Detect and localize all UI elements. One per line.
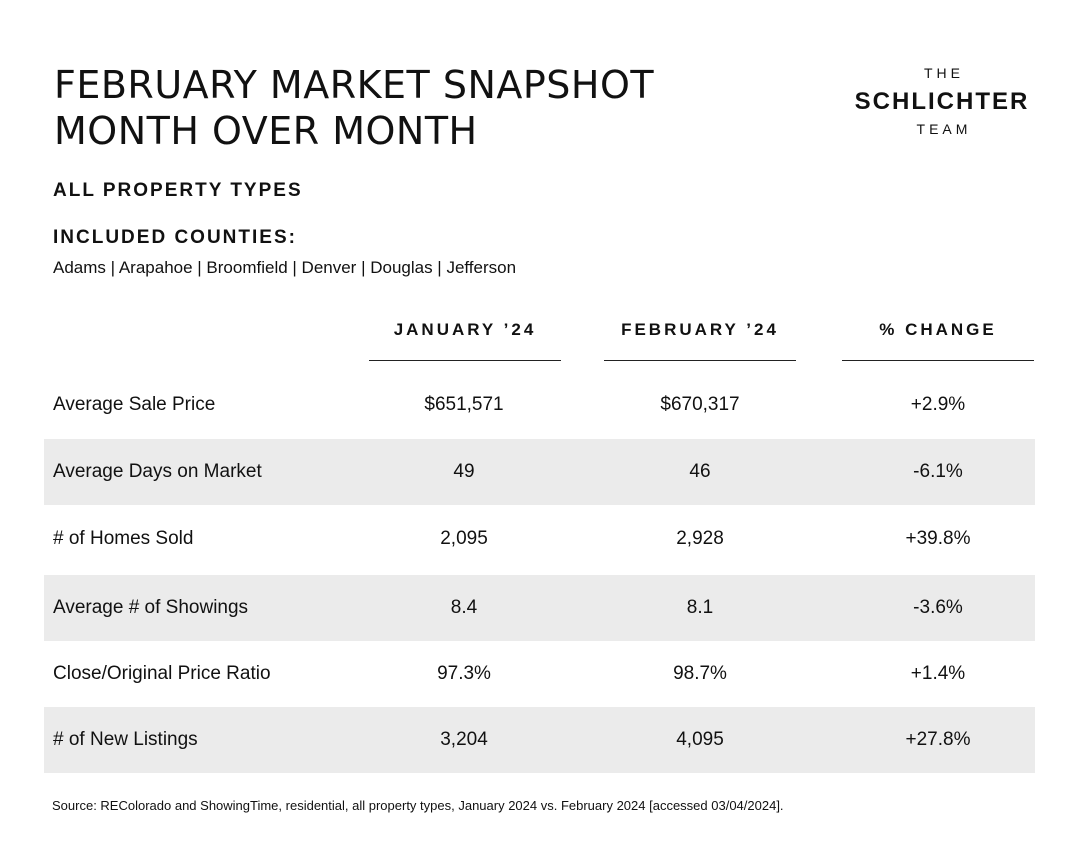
february-value: 46 [689,461,711,482]
logo-top-word: THE [924,65,964,81]
change-value: +27.8% [905,729,971,750]
february-value: 98.7% [673,663,727,684]
january-value: 2,095 [440,528,488,549]
table-row [44,506,1035,572]
change-value: +2.9% [910,394,966,415]
january-value: 8.4 [450,597,478,618]
title-line-2: MONTH OVER MONTH [54,109,478,153]
february-value: 4,095 [676,729,724,750]
table-row [44,439,1035,505]
table-row [44,575,1035,641]
january-value: 49 [453,461,475,482]
source-footnote: Source: REColorado and ShowingTime, residential, all property types, January 2024 vs. February 2024 [accessed 03/04/2024]. [52,798,784,813]
brand-logo [842,64,1042,138]
counties-list: Adams | Arapahoe | Broomfield | Denver | Douglas | Jefferson [53,258,517,277]
column-header-january: JANUARY ’24 [369,318,561,361]
row-label: # of New Listings [53,729,198,750]
page-title [54,62,654,154]
february-value: 2,928 [676,528,724,549]
property-types-heading: ALL PROPERTY TYPES [53,180,303,201]
row-label: Average # of Showings [53,597,249,618]
column-header-february: FEBRUARY ’24 [604,318,796,361]
february-value: $670,317 [660,394,740,415]
change-value: -6.1% [913,461,963,482]
title-line-1: FEBRUARY MARKET SNAPSHOT [54,63,655,107]
change-value: -3.6% [913,597,963,618]
change-value: +39.8% [905,528,971,549]
january-value: $651,571 [424,394,504,415]
january-value: 3,204 [440,729,488,750]
table-row [44,641,1035,707]
row-label: Average Days on Market [53,461,262,482]
row-label: Close/Original Price Ratio [53,663,271,684]
table-row [44,372,1035,438]
column-header-change: % CHANGE [842,318,1034,361]
row-label: # of Homes Sold [53,528,194,549]
change-value: +1.4% [910,663,966,684]
row-label: Average Sale Price [53,394,216,415]
january-value: 97.3% [437,663,491,684]
february-value: 8.1 [686,597,714,618]
logo-main-word: SCHLICHTER [854,88,1030,115]
table-row [44,707,1035,773]
logo-bottom-word: TEAM [916,121,972,137]
counties-heading: INCLUDED COUNTIES: [53,227,297,248]
